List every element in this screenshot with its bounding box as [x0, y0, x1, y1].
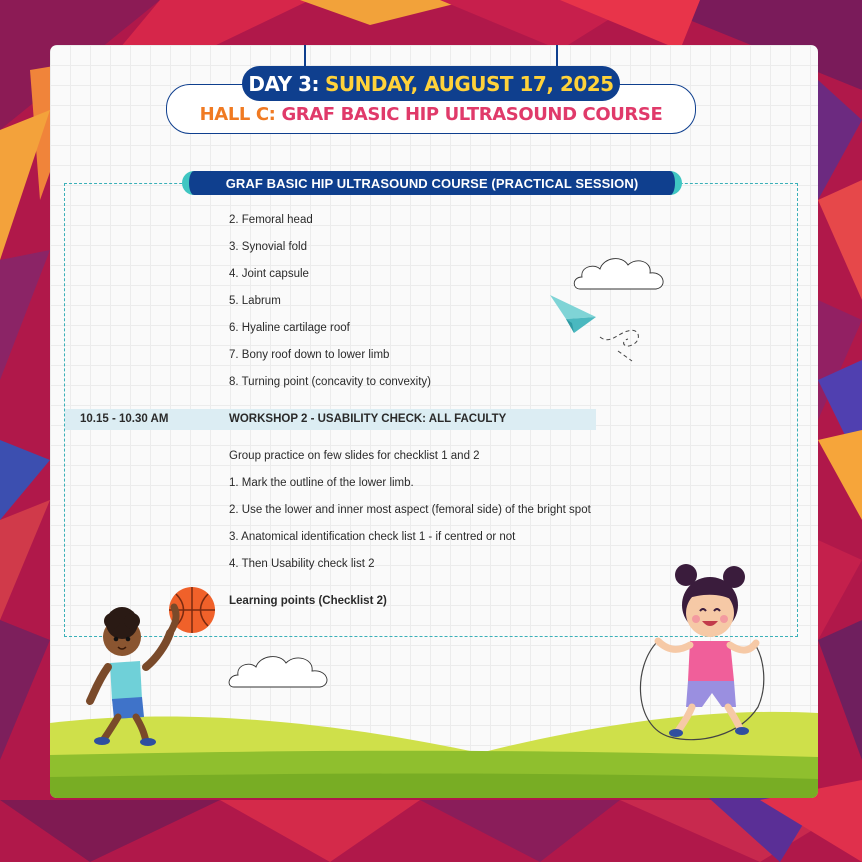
- cloud-icon: [572, 247, 672, 297]
- workshop-time: 10.15 - 10.30 AM: [80, 413, 169, 425]
- learning-points: Learning points (Checklist 2): [229, 595, 387, 607]
- girl-jump-rope-illustration: [630, 557, 770, 747]
- workshop-item: Group practice on few slides for checklist 1 and 2: [229, 450, 480, 462]
- workshop-item: 1. Mark the outline of the lower limb.: [229, 477, 414, 489]
- checklist-item: 3. Synovial fold: [229, 241, 307, 253]
- session-title: GRAF BASIC HIP ULTRASOUND COURSE (PRACTICAL SESSION): [182, 171, 682, 195]
- checklist-item: 2. Femoral head: [229, 214, 313, 226]
- day-banner: [242, 66, 620, 101]
- checklist-item: 5. Labrum: [229, 295, 281, 307]
- checklist-item: 4. Joint capsule: [229, 268, 309, 280]
- hall-label: HALL C:: [199, 104, 276, 125]
- day-label: DAY 3:: [248, 71, 319, 96]
- day-date: SUNDAY, AUGUST 17, 2025: [324, 71, 614, 96]
- checklist-item: 7. Bony roof down to lower limb: [229, 349, 390, 361]
- checklist-item: 6. Hyaline cartilage roof: [229, 322, 350, 334]
- workshop-item: 2. Use the lower and inner most aspect (femoral side) of the bright spot: [229, 504, 591, 516]
- workshop-item: 4. Then Usability check list 2: [229, 558, 375, 570]
- hall-title: GRAF BASIC HIP ULTRASOUND COURSE: [281, 104, 663, 125]
- schedule-card: [50, 45, 818, 798]
- paper-plane-icon: [548, 293, 658, 368]
- checklist-item: 8. Turning point (concavity to convexity): [229, 376, 431, 388]
- workshop-item: 3. Anatomical identification check list 1 - if centred or not: [229, 531, 516, 543]
- boy-illustration: [84, 601, 194, 746]
- workshop-title: WORKSHOP 2 - USABILITY CHECK: ALL FACULTY: [229, 413, 507, 425]
- workshop-row: [65, 409, 596, 430]
